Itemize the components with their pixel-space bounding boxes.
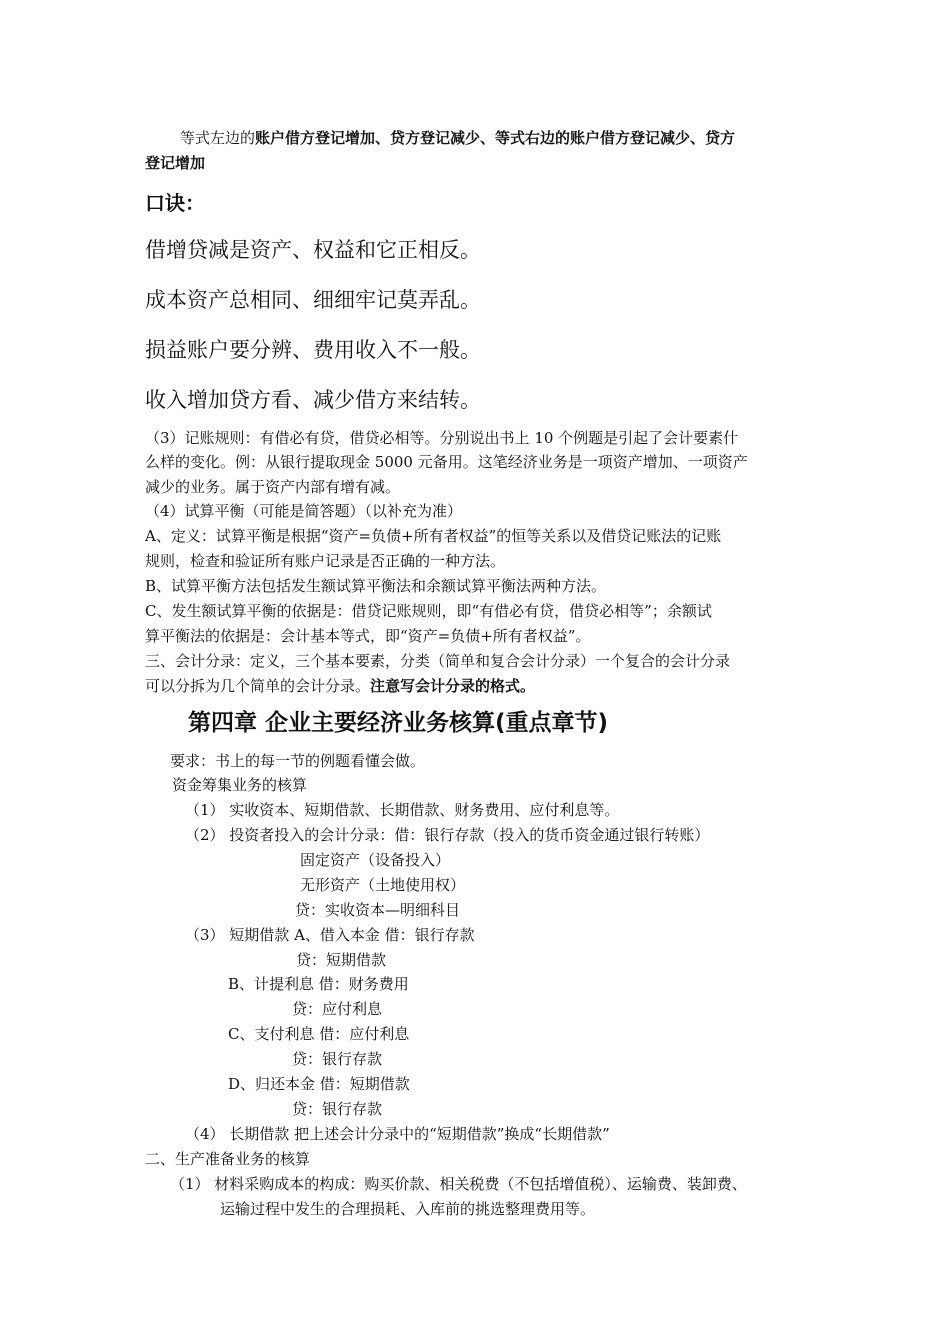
- mnemonic-line: 损益账户要分辨、费用收入不一般。: [145, 338, 481, 362]
- journal-line: 无形资产（土地使用权）: [300, 876, 466, 894]
- list-item: （1） 材料采购成本的构成：购买价款、相关税费（不包括增值税）、运输费、装卸费、: [170, 1175, 747, 1193]
- journal-line: C、支付利息 借：应付利息: [228, 1025, 410, 1043]
- journal-entry-text: 可以分拆为几个简单的会计分录。: [145, 677, 371, 695]
- chapter-requirement: 要求：书上的每一节的例题看懂会做。: [170, 752, 426, 770]
- journal-entry-line: 三、会计分录：定义，三个基本要素，分类（简单和复合会计分录）一个复合的会计分录: [145, 652, 731, 670]
- mnemonic-line: 收入增加贷方看、减少借方来结转。: [145, 388, 481, 412]
- section-heading: 二、生产准备业务的核算: [145, 1150, 311, 1168]
- rules-definition-line: 规则，检查和验证所有账户记录是否正确的一种方法。: [145, 552, 506, 570]
- journal-line: 贷：银行存款: [292, 1050, 383, 1068]
- list-item: （2） 投资者投入的会计分录：借：银行存款（投入的货币资金通过银行转账）: [185, 826, 710, 844]
- intro-line-1: [180, 128, 735, 148]
- rules-basis-line: C、发生额试算平衡的依据是：借贷记账规则，即“有借必有贷，借贷必相等”；余额试: [145, 602, 712, 620]
- journal-entry-emphasis: 注意写会计分录的格式。: [370, 677, 536, 695]
- list-item-continuation: 运输过程中发生的合理损耗、入库前的挑选整理费用等。: [220, 1200, 596, 1218]
- koujue-title: 口诀：: [145, 191, 205, 215]
- journal-line: 贷：实收资本—明细科目: [295, 901, 461, 919]
- journal-line: 贷：银行存款: [292, 1100, 383, 1118]
- rules-p3-line: （3）记账规则：有借必有贷，借贷必相等。分别说出书上 10 个例题是引起了会计要素什: [145, 429, 739, 447]
- mnemonic-line: 成本资产总相同、细细牢记莫弄乱。: [145, 288, 481, 312]
- chapter-title: 第四章 企业主要经济业务核算(重点章节): [188, 710, 609, 736]
- journal-line: 贷：应付利息: [292, 1000, 383, 1018]
- intro-plain-text: 等式左边的: [180, 129, 256, 147]
- rules-p4-heading: （4）试算平衡（可能是简答题）（以补充为准）: [145, 502, 463, 520]
- rules-p3-line: 减少的业务。属于资产内部有增有减。: [145, 478, 401, 496]
- list-item: （4） 长期借款 把上述会计分录中的“短期借款”换成“长期借款”: [185, 1125, 610, 1143]
- intro-bold-text: 账户借方登记增加、贷方登记减少、等式右边的账户借方登记减少、贷方: [255, 129, 736, 147]
- journal-line: B、计提利息 借：财务费用: [228, 975, 409, 993]
- journal-entry-line: [145, 676, 535, 696]
- list-item: （1） 实收资本、短期借款、长期借款、财务费用、应付利息等。: [185, 801, 620, 819]
- journal-line: D、归还本金 借：短期借款: [228, 1075, 410, 1093]
- journal-line: 贷：短期借款: [296, 951, 387, 969]
- intro-line-2: 登记增加: [145, 154, 206, 172]
- list-item: （3） 短期借款 A、借入本金 借：银行存款: [185, 926, 475, 944]
- section-heading: 资金筹集业务的核算: [172, 776, 308, 794]
- rules-methods-line: B、试算平衡方法包括发生额试算平衡法和余额试算平衡法两种方法。: [145, 577, 607, 595]
- rules-p3-line: 么样的变化。例：从银行提取现金 5000 元备用。这笔经济业务是一项资产增加、一项资产: [145, 453, 748, 471]
- mnemonic-line: 借增贷减是资产、权益和它正相反。: [145, 238, 481, 262]
- journal-line: 固定资产（设备投入）: [300, 851, 451, 869]
- rules-definition-line: A、定义：试算平衡是根据“资产=负债+所有者权益”的恒等关系以及借贷记账法的记账: [145, 527, 722, 545]
- rules-basis-line: 算平衡法的依据是：会计基本等式，即“资产=负债+所有者权益”。: [145, 627, 591, 645]
